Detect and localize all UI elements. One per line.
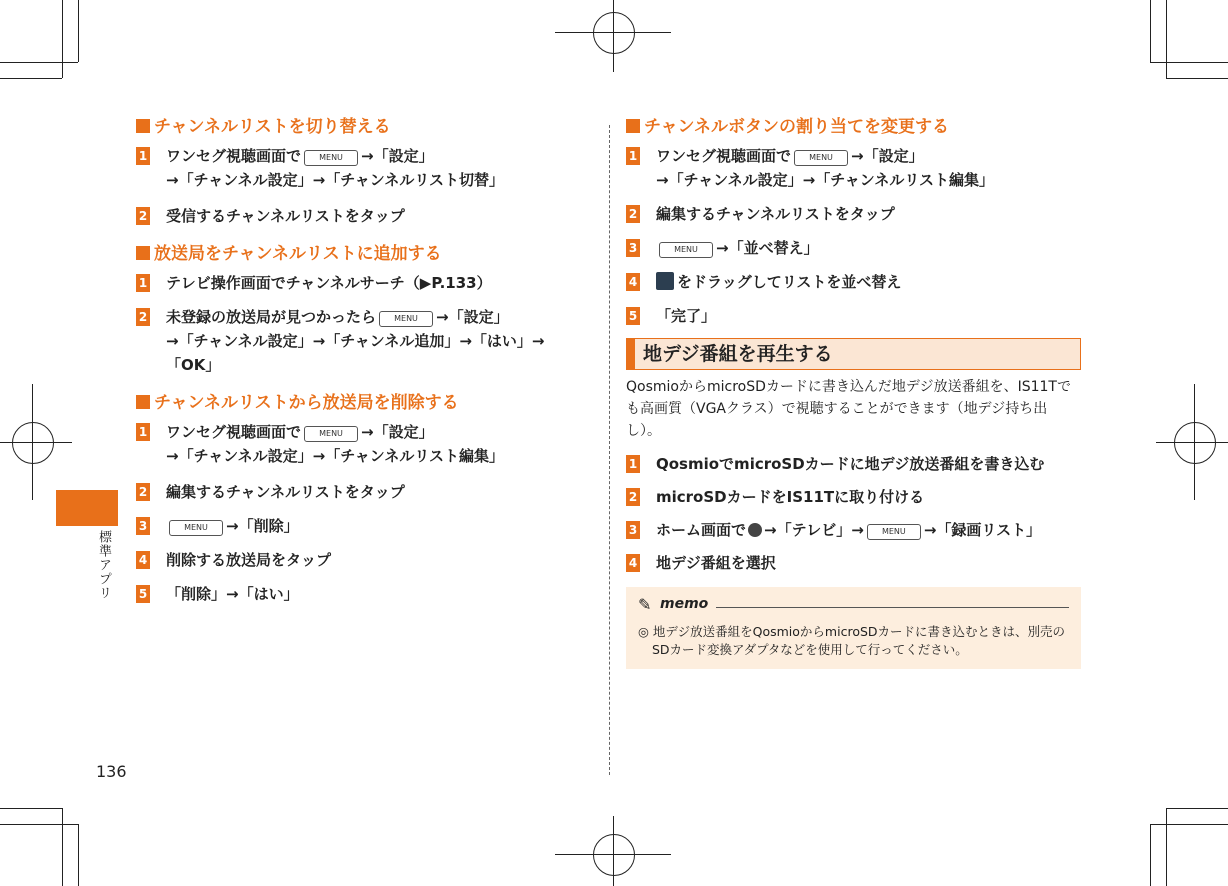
chapter-tab [56,490,118,526]
crop-mark [78,824,79,886]
right-column [626,115,1081,669]
step: 1 QosmioでmicroSDカードに地デジ放送番組を書き込む [626,452,1081,476]
crop-mark [0,78,62,79]
crop-mark [1166,808,1228,809]
section-add-station [136,242,591,377]
registration-mark [12,422,54,464]
memo-label: memo [660,596,709,612]
menu-key-icon: MENU [304,426,358,442]
crop-mark [78,0,79,62]
registration-mark [593,834,635,876]
crop-mark [1194,384,1195,500]
app-grid-icon [748,523,762,537]
step: 2 受信するチャンネルリストをタップ [136,204,591,228]
section-reassign-buttons [626,115,1081,328]
step: 2 未登録の放送局が見つかったら MENU →「設定」 →「チャンネル設定」→「チャンネル追加」→「はい」→「OK」 [136,305,591,377]
column-divider [609,125,610,775]
crop-mark [62,0,63,78]
crop-mark [62,808,63,886]
crop-mark [0,442,72,443]
step: 4 削除する放送局をタップ [136,548,591,572]
section-title: 放送局をチャンネルリストに追加する [136,242,591,266]
menu-key-icon: MENU [794,150,848,166]
crop-mark [0,824,78,825]
crop-mark [1166,808,1167,886]
crop-mark [0,808,62,809]
menu-key-icon: MENU [169,520,223,536]
section-title: チャンネルリストから放送局を削除する [136,391,591,415]
step: 1 ワンセグ視聴画面で MENU →「設定」 →「チャンネル設定」→「チャンネルリスト編集」 [136,420,591,468]
registration-mark [593,12,635,54]
step: 1 ワンセグ視聴画面で MENU →「設定」 →「チャンネル設定」→「チャンネルリスト編集」 [626,144,1081,192]
step: 3 MENU →「並べ替え」 [626,236,1081,260]
page-number: 136 [96,762,127,781]
step: 1 ワンセグ視聴画面で MENU →「設定」 →「チャンネル設定」→「チャンネルリスト切替」 [136,144,591,192]
step: 2 編集するチャンネルリストをタップ [136,480,591,504]
section-title: チャンネルリストを切り替える [136,115,591,139]
crop-mark [613,816,614,886]
memo-text: ◎ 地デジ放送番組をQosmioからmicroSDカードに書き込むときは、別売のSDカード変換アダプタなどを使用して行ってください。 [638,624,1066,657]
section-delete-station [136,391,591,606]
step: 5 「削除」→「はい」 [136,582,591,606]
menu-key-icon: MENU [659,242,713,258]
section-title: チャンネルボタンの割り当てを変更する [626,115,1081,139]
step: 4 地デジ番組を選択 [626,551,1081,575]
menu-key-icon: MENU [379,311,433,327]
crop-mark [1156,442,1228,443]
section-switch-list [136,115,591,228]
intro-text: QosmioからmicroSDカードに書き込んだ地デジ放送番組を、IS11Tでも高画質（VGAクラス）で視聴することができます（地デジ持ち出し）。 [626,379,1071,439]
step: 3 MENU →「削除」 [136,514,591,538]
crop-mark [1150,0,1151,62]
step: 2 編集するチャンネルリストをタップ [626,202,1081,226]
crop-mark [1166,78,1228,79]
step: 1 テレビ操作画面でチャンネルサーチ（▶P.133） [136,271,591,295]
crop-mark [32,384,33,500]
registration-mark [1174,422,1216,464]
section-heading: 地デジ番組を再生する [626,338,1081,370]
crop-mark [613,0,614,72]
memo-box [626,587,1081,669]
left-column [136,115,591,606]
crop-mark [1166,0,1167,78]
step: 3 ホーム画面で →「テレビ」→ MENU →「録画リスト」 [626,518,1081,542]
crop-mark [1150,824,1151,886]
menu-key-icon: MENU [867,524,921,540]
crop-mark [1150,824,1228,825]
pencil-icon: ✎ [638,595,652,614]
chapter-label: 標準アプリ [96,530,111,600]
step: 4 をドラッグしてリストを並べ替え [626,270,1081,294]
crop-mark [0,62,78,63]
step: 2 microSDカードをIS11Tに取り付ける [626,485,1081,509]
drag-handle-icon [656,272,674,290]
menu-key-icon: MENU [304,150,358,166]
crop-mark [1150,62,1228,63]
step: 5 「完了」 [626,304,1081,328]
